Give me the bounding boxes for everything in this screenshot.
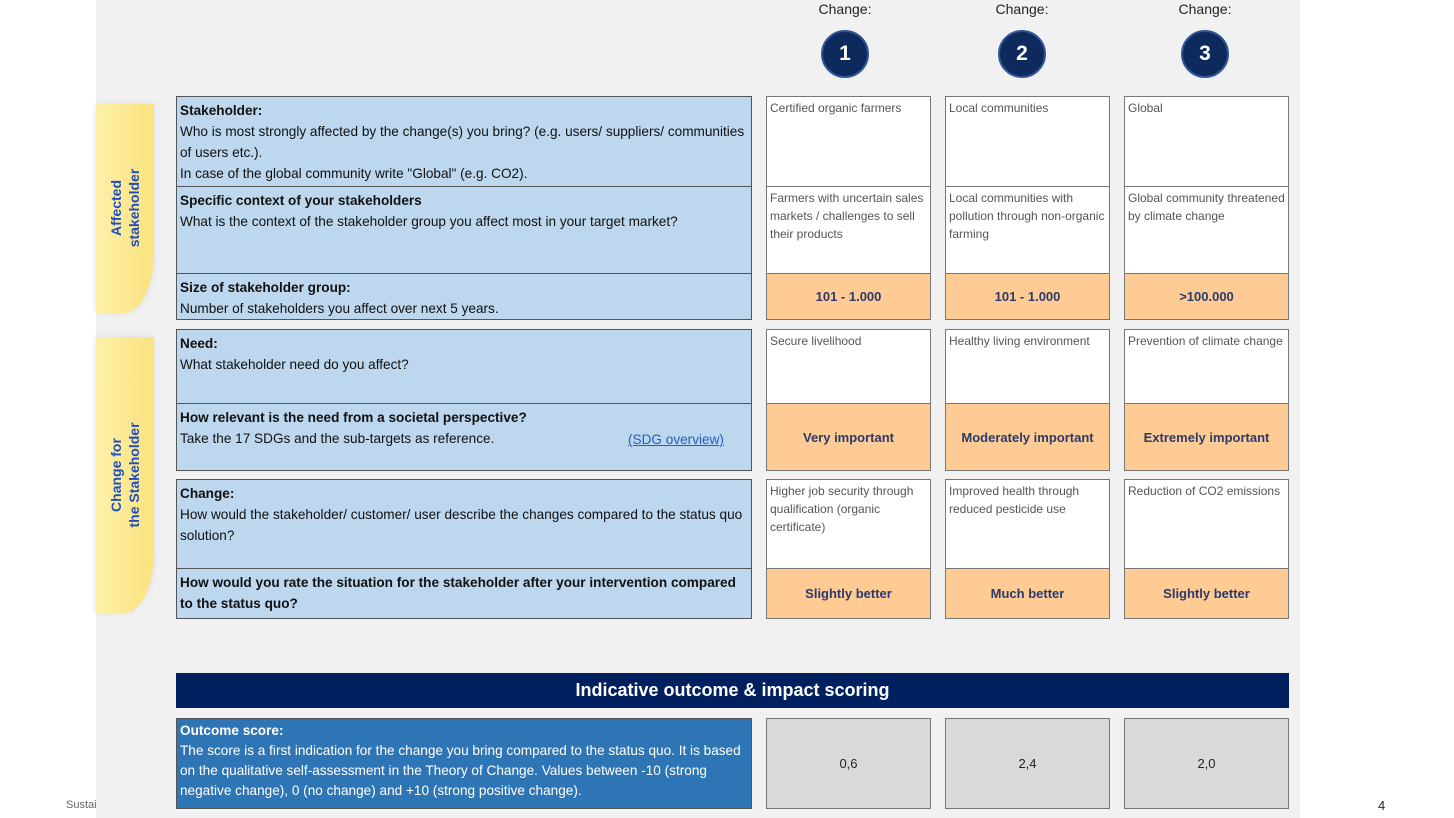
answer-cell[interactable]: Reduction of CO2 emissions [1124, 479, 1289, 569]
rating-cell[interactable]: Very important [766, 403, 931, 471]
change-number-badge: 1 [821, 30, 869, 78]
question-title: How relevant is the need from a societal perspective? [180, 410, 527, 425]
rating-cell[interactable]: Extremely important [1124, 403, 1289, 471]
rating-cell[interactable]: >100.000 [1124, 273, 1289, 320]
question-cell [176, 186, 752, 274]
sticky-note-affected-stakeholder: Affected stakeholder [96, 104, 154, 313]
question-title: Specific context of your stakeholders [180, 193, 422, 208]
question-text: How would the stakeholder/ customer/ user describe the changes compared to the status quo solution? [180, 507, 743, 543]
outcome-score-value: 2,0 [1124, 718, 1289, 809]
rating-cell[interactable]: Moderately important [945, 403, 1110, 471]
question-title: Change: [180, 486, 235, 501]
answer-cell[interactable]: Secure livelihood [766, 329, 931, 404]
question-text: What stakeholder need do you affect? [180, 357, 409, 372]
rating-cell[interactable]: 101 - 1.000 [945, 273, 1110, 320]
question-cell [176, 568, 752, 619]
question-cell [176, 96, 752, 187]
rating-cell[interactable]: Much better [945, 568, 1110, 619]
answer-cell[interactable]: Global community threatened by climate change [1124, 186, 1289, 274]
outcome-score-title: Outcome score: [180, 723, 284, 738]
change-label: Change: [995, 1, 1049, 17]
rating-cell[interactable]: Slightly better [766, 568, 931, 619]
change-label: Change: [818, 1, 872, 17]
change-label: Change: [1178, 1, 1232, 17]
rating-cell[interactable]: Slightly better [1124, 568, 1289, 619]
question-text: Number of stakeholders you affect over next 5 years. [180, 301, 499, 316]
sticky-note-change-for-stakeholder: Change for the Stakeholder [96, 337, 154, 613]
answer-cell[interactable]: Local communities [945, 96, 1110, 187]
outcome-score-text: The score is a first indication for the change you bring compared to the status quo. It is based on the qualitative self-assessment in the Theory of Change. Values between -10 (strong negative change), 0 (no change) and +10 (strong positive change). [180, 743, 741, 798]
question-title: Stakeholder: [180, 103, 263, 118]
question-cell [176, 273, 752, 320]
sdg-overview-link[interactable]: (SDG overview) [628, 432, 724, 447]
change-number-badge: 2 [998, 30, 1046, 78]
question-cell [176, 479, 752, 569]
answer-cell[interactable]: Improved health through reduced pesticide use [945, 479, 1110, 569]
answer-cell[interactable]: Healthy living environment [945, 329, 1110, 404]
answer-cell[interactable]: Certified organic farmers [766, 96, 931, 187]
outcome-score-description [176, 718, 752, 809]
question-cell [176, 403, 752, 471]
outcome-score-value: 0,6 [766, 718, 931, 809]
question-text: What is the context of the stakeholder group you affect most in your target market? [180, 214, 678, 229]
answer-cell[interactable]: Higher job security through qualification (organic certificate) [766, 479, 931, 569]
question-text: Who is most strongly affected by the change(s) you bring? (e.g. users/ suppliers/ communities of users etc.). [180, 124, 745, 160]
outcome-score-value: 2,4 [945, 718, 1110, 809]
question-title: Size of stakeholder group: [180, 280, 351, 295]
rating-cell[interactable]: 101 - 1.000 [766, 273, 931, 320]
answer-cell[interactable]: Prevention of climate change [1124, 329, 1289, 404]
footer-text: Sustai [66, 799, 97, 811]
question-title: Need: [180, 336, 218, 351]
question-text: Take the 17 SDGs and the sub-targets as reference. [180, 431, 495, 446]
scoring-banner: Indicative outcome & impact scoring [176, 673, 1289, 708]
page-number: 4 [1378, 798, 1386, 813]
answer-cell[interactable]: Global [1124, 96, 1289, 187]
question-title: How would you rate the situation for the stakeholder after your intervention compared to the status quo? [180, 575, 736, 611]
question-note: In case of the global community write "Global" (e.g. CO2). [180, 166, 528, 181]
answer-cell[interactable]: Farmers with uncertain sales markets / challenges to sell their products [766, 186, 931, 274]
question-cell [176, 329, 752, 404]
change-number-badge: 3 [1181, 30, 1229, 78]
answer-cell[interactable]: Local communities with pollution through non-organic farming [945, 186, 1110, 274]
